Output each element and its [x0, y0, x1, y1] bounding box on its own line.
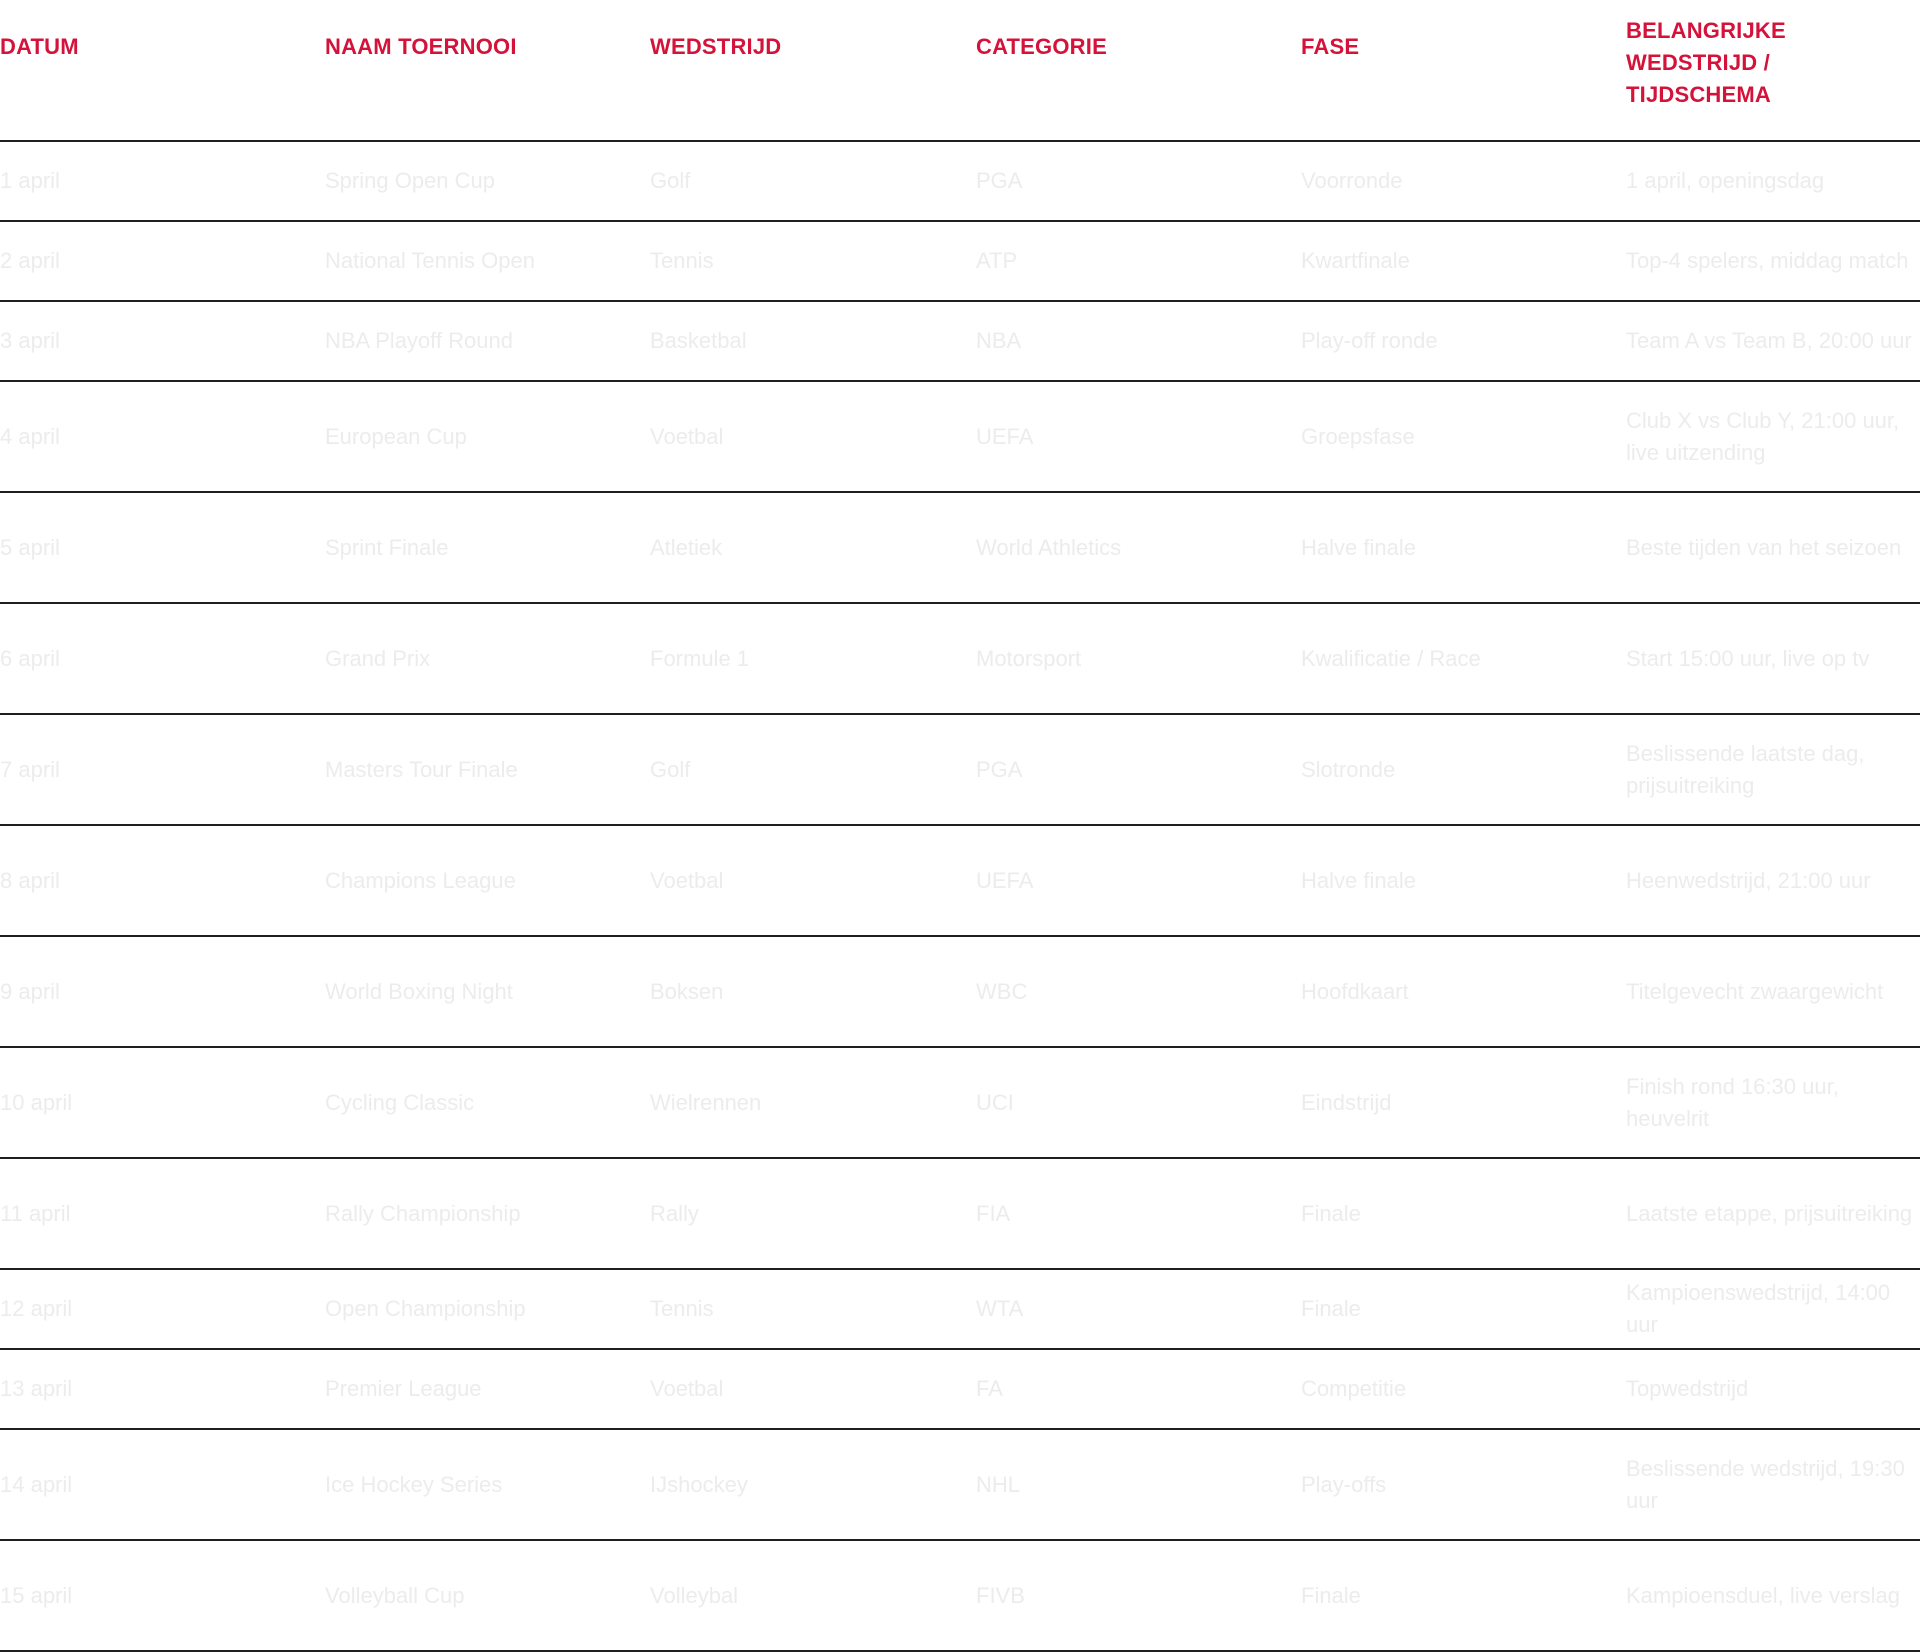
cell-belangrijke-wedstrijd: Beslissende laatste dag, prijsuitreiking	[1626, 740, 1865, 798]
cell-fase: Voorronde	[1301, 168, 1403, 193]
cell-belangrijke-wedstrijd: Start 15:00 uur, live op tv	[1626, 645, 1870, 671]
cell-fase: Slotronde	[1301, 756, 1396, 782]
table-row	[0, 715, 1920, 826]
cell-fase: Finale	[1301, 1296, 1361, 1321]
column-header-wedstrijd: WEDSTRIJD	[650, 34, 782, 59]
cell-belangrijke-wedstrijd: Heenwedstrijd, 21:00 uur	[1626, 867, 1871, 893]
cell-categorie: ATP	[976, 248, 1018, 273]
table-header-row	[0, 0, 1920, 142]
cell-datum: 14 april	[0, 1471, 73, 1497]
cell-belangrijke-wedstrijd: 1 april, openingsdag	[1626, 168, 1825, 193]
cell-wedstrijd: Rally	[650, 1200, 699, 1226]
cell-datum: 6 april	[0, 645, 60, 671]
cell-categorie: FA	[976, 1376, 1003, 1401]
cell-fase: Kwartfinale	[1301, 248, 1410, 273]
cell-naam-toernooi: Champions League	[325, 867, 516, 893]
table-row	[0, 1048, 1920, 1159]
table-row	[0, 937, 1920, 1048]
cell-categorie: WBC	[976, 978, 1028, 1004]
cell-naam-toernooi: Sprint Finale	[325, 534, 449, 560]
cell-belangrijke-wedstrijd: Kampioenswedstrijd, 14:00 uur	[1626, 1280, 1891, 1337]
cell-wedstrijd: Tennis	[650, 1296, 714, 1321]
cell-naam-toernooi: Grand Prix	[325, 645, 431, 671]
table-body	[0, 142, 1920, 1652]
cell-datum: 11 april	[0, 1200, 71, 1226]
cell-naam-toernooi: European Cup	[325, 423, 467, 449]
cell-wedstrijd: Boksen	[650, 978, 724, 1004]
cell-belangrijke-wedstrijd: Finish rond 16:30 uur, heuvelrit	[1626, 1073, 1839, 1131]
cell-categorie: PGA	[976, 756, 1023, 782]
cell-categorie: World Athletics	[976, 534, 1122, 560]
cell-naam-toernooi: Masters Tour Finale	[325, 756, 518, 782]
table-row	[0, 826, 1920, 937]
cell-categorie: UEFA	[976, 423, 1034, 449]
cell-datum: 7 april	[0, 756, 60, 782]
cell-naam-toernooi: NBA Playoff Round	[325, 328, 513, 353]
table-row	[0, 302, 1920, 382]
cell-datum: 5 april	[0, 534, 60, 560]
cell-naam-toernooi: World Boxing Night	[325, 978, 513, 1004]
cell-belangrijke-wedstrijd: Titelgevecht zwaargewicht	[1626, 978, 1884, 1004]
cell-naam-toernooi: Rally Championship	[325, 1200, 521, 1226]
column-header-naam-toernooi: NAAM TOERNOOI	[325, 34, 517, 59]
cell-datum: 1 april	[0, 168, 60, 193]
cell-wedstrijd: Atletiek	[650, 534, 723, 560]
cell-wedstrijd: Voetbal	[650, 867, 724, 893]
cell-fase: Finale	[1301, 1200, 1361, 1226]
cell-belangrijke-wedstrijd: Beslissende wedstrijd, 19:30 uur	[1626, 1455, 1905, 1513]
column-header-fase: FASE	[1301, 34, 1360, 59]
cell-datum: 15 april	[0, 1582, 73, 1608]
cell-wedstrijd: Golf	[650, 756, 691, 782]
cell-wedstrijd: Voetbal	[650, 1376, 724, 1401]
cell-datum: 10 april	[0, 1089, 73, 1115]
table-row	[0, 1159, 1920, 1270]
cell-wedstrijd: Basketbal	[650, 328, 747, 353]
cell-naam-toernooi: Open Championship	[325, 1296, 526, 1321]
cell-categorie: FIA	[976, 1200, 1011, 1226]
cell-datum: 12 april	[0, 1296, 73, 1321]
cell-fase: Halve finale	[1301, 867, 1416, 893]
cell-datum: 13 april	[0, 1376, 73, 1401]
table-row	[0, 493, 1920, 604]
cell-belangrijke-wedstrijd: Top-4 spelers, middag match	[1626, 248, 1909, 273]
table-row	[0, 1270, 1920, 1350]
cell-categorie: UEFA	[976, 867, 1034, 893]
table-row	[0, 142, 1920, 222]
cell-wedstrijd: Voetbal	[650, 423, 724, 449]
cell-categorie: UCI	[976, 1089, 1014, 1115]
column-header-categorie: CATEGORIE	[976, 34, 1107, 59]
cell-datum: 3 april	[0, 328, 60, 353]
cell-categorie: FIVB	[976, 1582, 1025, 1608]
cell-naam-toernooi: Cycling Classic	[325, 1089, 475, 1115]
cell-datum: 9 april	[0, 978, 60, 1004]
cell-naam-toernooi: National Tennis Open	[325, 248, 535, 273]
cell-wedstrijd: Volleybal	[650, 1582, 739, 1608]
cell-fase: Groepsfase	[1301, 423, 1415, 449]
cell-categorie: NBA	[976, 328, 1022, 353]
cell-naam-toernooi: Ice Hockey Series	[325, 1471, 503, 1497]
cell-naam-toernooi: Spring Open Cup	[325, 168, 495, 193]
column-header-datum: DATUM	[0, 34, 79, 59]
cell-wedstrijd: Golf	[650, 168, 691, 193]
cell-fase: Play-offs	[1301, 1471, 1387, 1497]
cell-belangrijke-wedstrijd: Beste tijden van het seizoen	[1626, 534, 1902, 560]
cell-fase: Competitie	[1301, 1376, 1407, 1401]
table-row	[0, 1541, 1920, 1652]
cell-wedstrijd: Formule 1	[650, 645, 750, 671]
cell-wedstrijd: IJshockey	[650, 1471, 748, 1497]
cell-fase: Finale	[1301, 1582, 1361, 1608]
cell-categorie: Motorsport	[976, 645, 1082, 671]
cell-belangrijke-wedstrijd: Kampioensduel, live verslag	[1626, 1582, 1900, 1608]
cell-wedstrijd: Wielrennen	[650, 1089, 762, 1115]
cell-naam-toernooi: Volleyball Cup	[325, 1582, 465, 1608]
table-row	[0, 222, 1920, 302]
table-row	[0, 604, 1920, 715]
cell-datum: 8 april	[0, 867, 60, 893]
cell-categorie: WTA	[976, 1296, 1024, 1321]
cell-naam-toernooi: Premier League	[325, 1376, 482, 1401]
cell-fase: Halve finale	[1301, 534, 1416, 560]
cell-fase: Play-off ronde	[1301, 328, 1438, 353]
cell-datum: 2 april	[0, 248, 60, 273]
cell-belangrijke-wedstrijd: Laatste etappe, prijsuitreiking	[1626, 1200, 1913, 1226]
table-row	[0, 1430, 1920, 1541]
column-header-belangrijke-wedstrijd: BELANGRIJKE WEDSTRIJD / TIJDSCHEMA	[1626, 18, 1786, 107]
cell-belangrijke-wedstrijd: Club X vs Club Y, 21:00 uur, live uitzending	[1626, 407, 1900, 465]
cell-wedstrijd: Tennis	[650, 248, 714, 273]
cell-belangrijke-wedstrijd: Topwedstrijd	[1626, 1376, 1749, 1401]
cell-fase: Kwalificatie / Race	[1301, 645, 1481, 671]
cell-categorie: PGA	[976, 168, 1023, 193]
table-row	[0, 1350, 1920, 1430]
cell-categorie: NHL	[976, 1471, 1021, 1497]
table-row	[0, 382, 1920, 493]
cell-fase: Eindstrijd	[1301, 1089, 1392, 1115]
cell-fase: Hoofdkaart	[1301, 978, 1409, 1004]
cell-belangrijke-wedstrijd: Team A vs Team B, 20:00 uur	[1626, 328, 1912, 353]
cell-datum: 4 april	[0, 423, 60, 449]
